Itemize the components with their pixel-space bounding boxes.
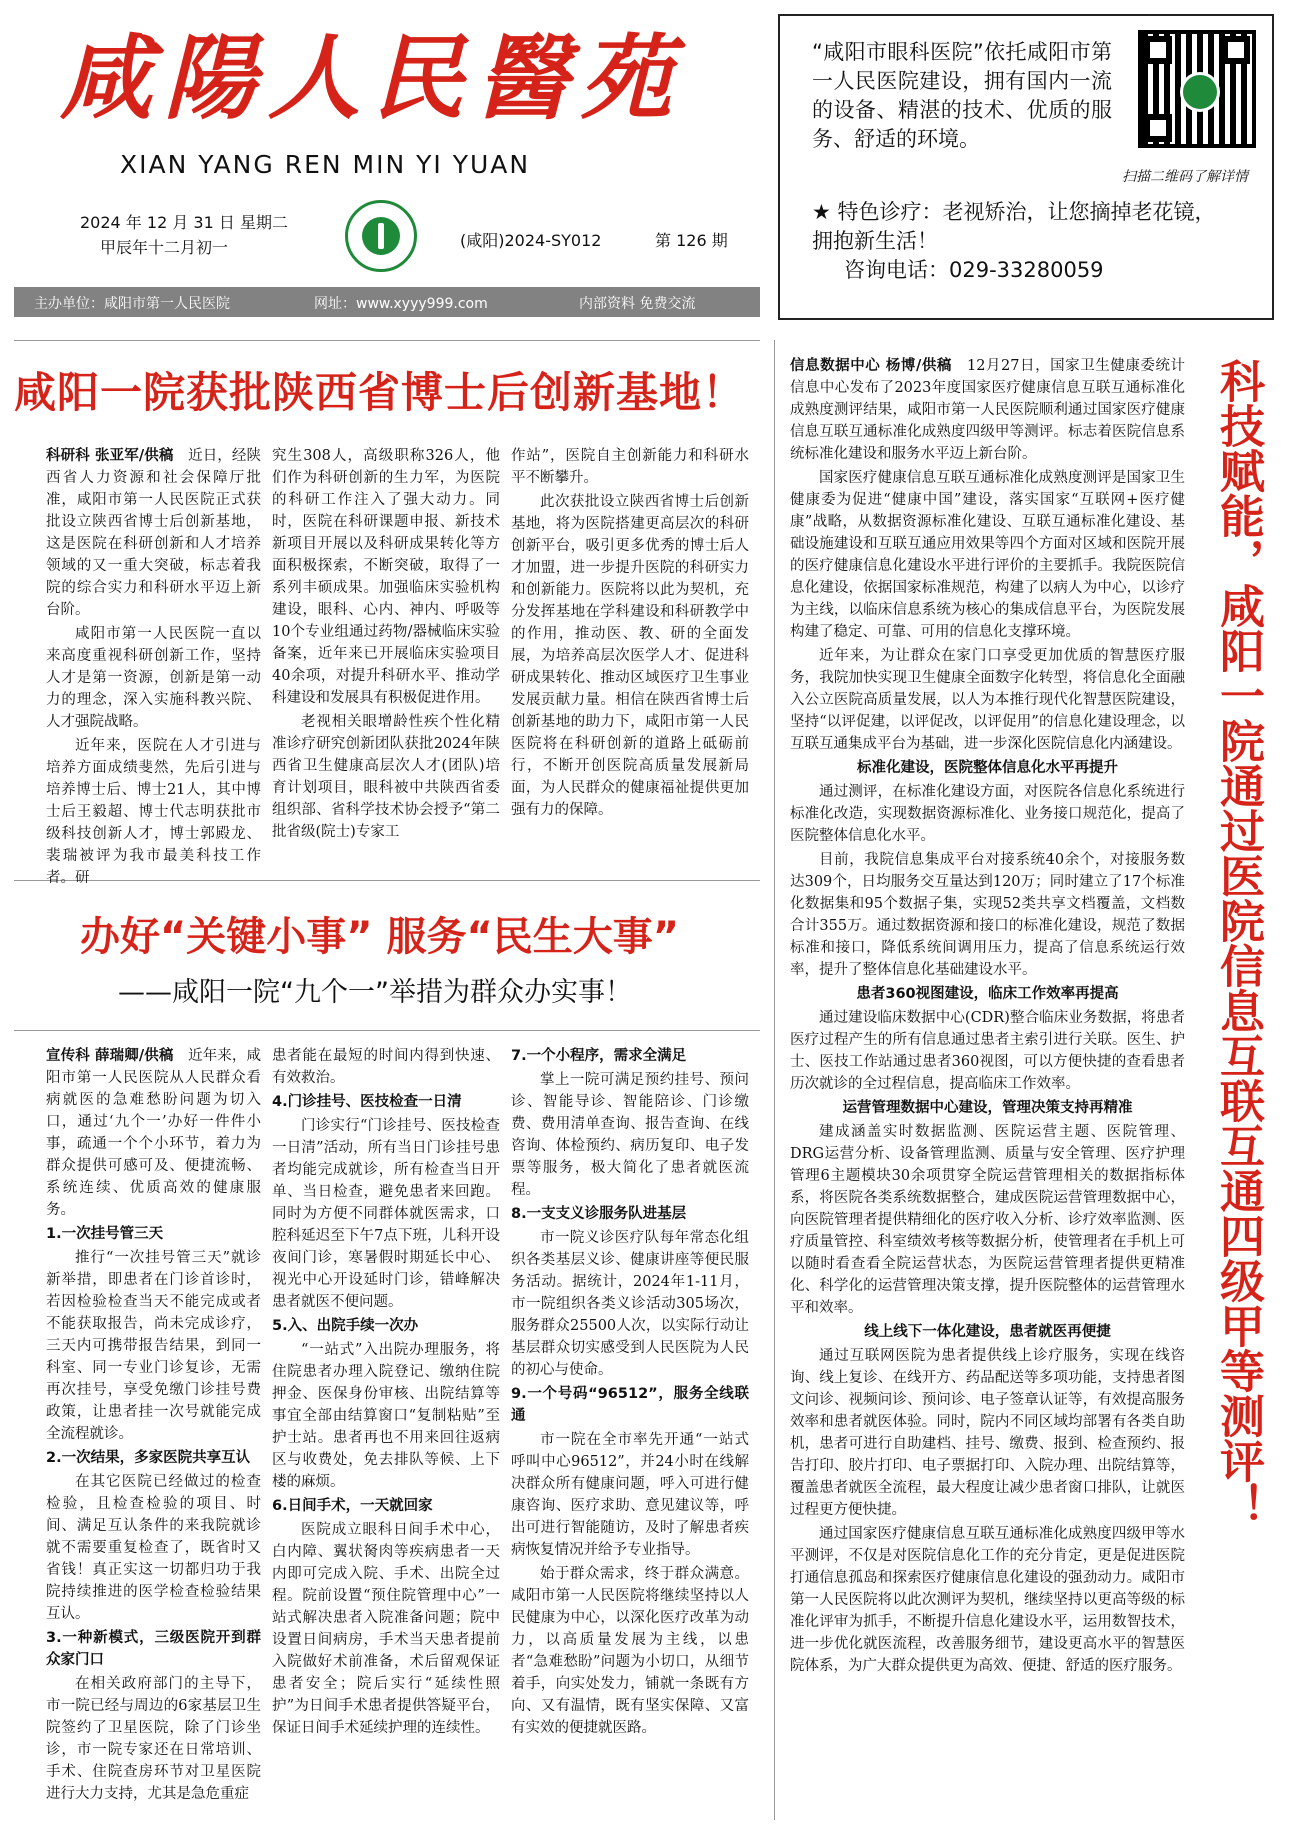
section-text: 在其它医院已经做过的检查检验，且检查检验的项目、时间、满足互认条件的来我院就诊就不需要重复检查了，既省时又省钱！真正实这一切都归功于我院持续推进的医学检查检验结果互认。 (46, 1474, 261, 1622)
info-bar (14, 287, 760, 317)
article1-column-3 (511, 445, 749, 823)
masthead-pinyin: XIAN YANG REN MIN YI YUAN (120, 150, 531, 179)
section-title: 3.一种新模式，三级医院开到群众家门口 (46, 1630, 261, 1668)
article3-paragraph: 建成涵盖实时数据监测、医院运营主题、医院管理、DRG运营分析、设备管理监测、质量与安全管理、医疗护理管理6主题模块30余项贯穿全院运营管理相关的数据指标体系，将医院各类系统数据整合，建成医院运营管理数据中心，向医院管理者提供精细化的医疗收入分析、诊疗效率监测、医疗质量管控、科室绩效考核等数据分析，使管理者在手机上可以随时看查看全院运营状态，为医院运营管理者提供更精准化、科学化的运营管理决策支撑，提升医院整体的运营管理水平和效率。 (790, 1124, 1185, 1316)
sponsor-text: 主办单位：咸阳市第一人民医院 (34, 296, 230, 312)
section-title: 4.门诊挂号、医技检查一日清 (272, 1094, 462, 1110)
qr-caption: 扫描二维码了解详情 (1122, 169, 1248, 185)
closing-paragraph: 始于群众需求，终于群众满意。咸阳市第一人民医院将继续坚持以人民健康为中心，以深化医疗改革为动力，以高质量发展为主线，以患者“急难愁盼”问题为小切口，从细节着手，向实处发力，铺就一条既有方向、又有温情，既有坚实保障、又富有实效的便捷就医路。 (511, 1566, 749, 1736)
ad-phone: 咨询电话：029-33280059 (844, 258, 1104, 282)
section-text: 掌上一院可满足预约挂号、预问诊、智能导诊、智能陪诊、门诊缴费、费用清单查询、报告查询、在线咨询、体检预约、病历复印、电子发票等服务，极大简化了患者就医流程。 (511, 1072, 749, 1198)
lunar-date: 甲辰年十二月初一 (100, 238, 229, 257)
article1-paragraph: 近日，经陕西省人力资源和社会保障厅批准，咸阳市第一人民医院正式获批设立陕西省博士后创新基地，这是医院在科研创新和人才培养领域的又一重大突破，标志着我院的综合实力和科研水平迈上新台阶。 (46, 448, 262, 618)
article2-byline: 宣传科 薛瑞卿/供稿 (46, 1047, 174, 1064)
section-title: 标准化建设，医院整体信息化水平再提升 (857, 760, 1118, 776)
article3-paragraph: 通过建设临床数据中心(CDR)整合临床业务数据，将患者医疗过程产生的所有信息通过患者主索引进行关联。医生、护士、医技工作站通过患者360视图，可以方便快捷的查看患者历次就诊的全过程信息，提高临床工作效率。 (790, 1010, 1185, 1092)
article1-column-1 (46, 445, 261, 891)
article1-paragraph: 近年来，医院在人才引进与培养方面成绩斐然，先后引进与培养博士后、博士21人，其中博士后王毅超、博士代志明获批市级科技创新人才，博士郭殿龙、裴瑞被评为我市最美科技工作者。研 (46, 738, 261, 886)
article3-paragraph: 通过测评，在标准化建设方面，对医院各信息化系统进行标准化改造，实现数据资源标准化、业务接口规范化，提高了医院整体信息化水平。 (790, 784, 1185, 844)
article1-paragraph: 究生308人，高级职称326人，他们作为科研创新的生力军，为医院的科研工作注入了强大动力。同时，医院在科研课题申报、新技术新项目开展以及科研成果转化等方面积极探索，不断突破，取得了一系列丰硕成果。加强临床实验机构建设，眼科、心内、神内、呼吸等10个专业组通过药物/器械临床实验备案，近年来已开展临床实验项目40余项，对提升科研水平、推动学科建设和发展具有积极促进作用。 (272, 448, 500, 706)
ad-feature: ★ 特色诊疗：老视矫治，让您摘掉老花镜，拥抱新生活！ (812, 200, 1216, 253)
article1-paragraph: 此次获批设立陕西省博士后创新基地，将为医院搭建更高层次的科研创新平台，吸引更多优秀的博士后人才加盟，进一步提升医院的科研实力和创新能力。医院将以此为契机，充分发挥基地在学科建设和科研教学中的作用，推动医、教、研的全面发展，为培养高层次医学人才、促进科研成果转化、推动区域医疗卫生事业发展贡献力量。相信在陕西省博士后创新基地的助力下，咸阳市第一人民医院将在科研创新的道路上砥砺前行，不断开创医院高质量发展新局面，为人民群众的健康福祉提供更加强有力的保障。 (511, 494, 749, 818)
section-text: “一站式”入出院办理服务，将住院患者办理入院登记、缴纳住院押金、医保身份审核、出院结算等事宜全部由结算窗口“复制粘贴”至护士站。患者再也不用来回往返病区与收费处，免去排队等候、上下楼的麻烦。 (272, 1342, 500, 1490)
article2-headline: 办好“关键小事” 服务“民生大事” (80, 914, 680, 960)
article1-paragraph: 作站”，医院自主创新能力和科研水平不断攀升。 (511, 448, 749, 486)
website-link[interactable]: 网址：www.xyyy999.com (314, 296, 488, 312)
article3-paragraph: 通过互联网医院为患者提供线上诊疗服务，实现在线咨询、线上复诊、在线开方、药品配送等多项功能，支持患者图文问诊、视频问诊、预问诊、电子签章认证等，有效提高服务效率和患者就医体验。同时，院内不同区域均部署有各类自助机，患者可进行自助建档、挂号、缴费、报到、检查预约、报告打印、胶片打印、电子票据打印、入院办理、出院结算等，覆盖患者就医全流程，最大程度让减少患者窗口排队，让就医过程更方便快捷。 (790, 1348, 1185, 1518)
article3-paragraph: 通过国家医疗健康信息互联互通标准化成熟度四级甲等水平测评，不仅是对医院信息化工作的充分肯定，更是促进医院打通信息孤岛和探索医疗健康信息化建设的强劲动力。咸阳市第一人民医院将以此次测评为契机，继续坚持以更高等级的标准化评审为抓手，不断提升信息化建设水平，运用数智技术，进一步优化就医流程，改善服务细节，建设更高水平的智慧医院体系，为广大群众提供更为高效、便捷、舒适的医疗服务。 (790, 1526, 1185, 1674)
section-title: 1.一次挂号管三天 (46, 1226, 164, 1242)
article2-intro: 近年来，咸阳市第一人民医院从人民群众看病就医的急难愁盼问题为切入口，通过‘九个一’办好一件件小事，疏通一个个小环节，着力为群众提供可感可及、便捷流畅、系统连续、优质高效的健康服务。 (46, 1048, 262, 1218)
column-divider (774, 340, 775, 1820)
section-title: 9.一个号码“96512”，服务全线联通 (511, 1386, 749, 1424)
section-text: 患者能在最短的时间内得到快速、有效救治。 (272, 1048, 500, 1086)
divider (14, 1030, 760, 1031)
section-text: 推行“一次挂号管三天”就诊新举措，即患者在门诊首诊时，若因检验检查当天不能完成或者不能获取报告，尚未完成诊疗，三天内可携带报告结果，到同一科室、同一专业门诊复诊，无需再次挂号，享受免缴门诊挂号费政策，让患者挂一次号就能完成全流程就诊。 (46, 1250, 261, 1442)
section-title: 7.一个小程序，需求全满足 (511, 1048, 687, 1064)
article3-body (790, 355, 1185, 1679)
section-text: 医院成立眼科日间手术中心，白内障、翼状胬肉等疾病患者一天内即可完成入院、手术、出院全过程。院前设置“预住院管理中心”一站式解决患者入院准备问题；院中设置日间病房，手术当天患者提前入院做好术前准备，术后留观保证患者安全；院后实行“延续性照护”为日间手术患者提供答疑平台，保证日间手术延续护理的连续性。 (272, 1522, 500, 1736)
section-text: 在相关政府部门的主导下，市一院已经与周边的6家基层卫生院签约了卫星医院，除了门诊坐诊，市一院专家还在日常培训、手术、住院查房环节对卫星医院进行大力支持，尤其是急危重症 (46, 1676, 261, 1802)
qr-code-icon[interactable] (1138, 30, 1256, 148)
article2-column-1 (46, 1045, 261, 1807)
section-title: 线上线下一体化建设，患者就医再便捷 (864, 1324, 1111, 1340)
article2-column-2 (272, 1045, 500, 1741)
section-text: 市一院义诊医疗队每年常态化组织各类基层义诊、健康讲座等便民服务活动。据统计，2024年1-11月，市一院组织各类义诊活动305场次，服务群众25500人次，以实际行动让基层群众切实感受到人民医院为人民的初心与使命。 (511, 1230, 749, 1378)
section-title: 运营管理数据中心建设，管理决策支持再精准 (842, 1100, 1133, 1116)
internal-note: 内部资料 免费交流 (579, 296, 696, 312)
article3-vertical-headline: 科技赋能，咸阳一院通过医院信息互联互通四级甲等测评！ (1212, 358, 1265, 1528)
section-title: 患者360视图建设，临床工作效率再提高 (856, 986, 1119, 1002)
masthead-title: 咸陽人民醫苑 (60, 24, 685, 132)
section-text: 市一院在全市率先开通“一站式呼叫中心96512”，并24小时在线解决群众所有健康问题，呼入可进行健康咨询、医疗求助、意见建议等，呼出可进行智能随访，及时了解患者疾病恢复情况并给予专业指导。 (511, 1432, 749, 1558)
ad-text: “咸阳市眼科医院”依托咸阳市第一人民医院建设，拥有国内一流的设备、精湛的技术、优质的服务、舒适的环境。 (812, 40, 1112, 151)
section-title: 2.一次结果，多家医院共享互认 (46, 1450, 251, 1466)
divider (14, 340, 760, 341)
article2-column-3 (511, 1045, 749, 1741)
ad-feature-block (812, 198, 1232, 285)
article3-paragraph: 国家医疗健康信息互联互通标准化成熟度测评是国家卫生健康委为促进“健康中国”建设，落实国家“互联网+医疗健康”战略，从数据资源标准化建设、互联互通标准化建设、基础设施建设和互联互通应用效果等四个方面对区域和医院开展的医疗健康信息化建设水平进行评价的主要抓手。我院医院信息化建设，依据国家标准规范，构建了以病人为中心，以诊疗为主线，以临床信息系统为核心的集成信息平台，为医院发展构建了稳定、可靠、可用的信息化支撑环境。 (790, 470, 1185, 640)
eye-hospital-ad (778, 14, 1274, 320)
article3-paragraph: 12月27日，国家卫生健康委统计信息中心发布了2023年度国家医疗健康信息互联互通标准化成熟度测评结果，咸阳市第一人民医院顺利通过国家医疗健康信息互联互通标准化成熟度四级甲等测评。标志着医院信息系统标准化建设和服务水平迈上新台阶。 (790, 358, 1186, 462)
article1-headline: 咸阳一院获批陕西省博士后创新基地！ (14, 368, 746, 417)
issue-number: 第 126 期 (655, 231, 728, 250)
article1-paragraph: 咸阳市第一人民医院一直以来高度重视科研创新工作，坚持人才是第一资源，创新是第一动力的理念，深入实施科教兴院、人才强院战略。 (46, 626, 261, 730)
article2-subheadline: ——咸阳一院“九个一”举措为群众办实事！ (118, 977, 632, 1008)
section-title: 8.一支支义诊服务队进基层 (511, 1206, 687, 1222)
article1-column-2 (272, 445, 500, 845)
article3-paragraph: 目前，我院信息集成平台对接系统40余个，对接服务数达309个，日均服务交互量达到120万；同时建立了17个标准化数据集和95个数据子集，实现52类共享文档覆盖，文档数合计355万。通过数据资源和接口的标准化建设，规范了数据标准和接口，降低系统间调用压力，提高了信息系统运行效率，提升了整体信息化基础建设水平。 (790, 852, 1185, 978)
article1-paragraph: 老视相关眼增龄性疾个性化精准诊疗研究创新团队获批2024年陕西省卫生健康高层次人才(团队)培育计划项目，眼科被中共陕西省委组织部、省科学技术协会授予“第二批省级(院士)专家工 (272, 714, 500, 840)
section-title: 6.日间手术，一天就回家 (272, 1498, 433, 1514)
article3-byline: 信息数据中心 杨博/供稿 (790, 357, 952, 374)
hospital-logo (345, 200, 417, 272)
section-text: 门诊实行“门诊挂号、医技检查一日清”活动，所有当日门诊挂号患者均能完成就诊，所有检查当日开单、当日检查，避免患者来回跑。同时为方便不同群体就医需求，口腔科延迟至下午7点下班，儿科开设夜间门诊，寒暑假时期延长中心、视光中心开设延时门诊，错峰解决患者就医不便问题。 (272, 1118, 500, 1310)
section-title: 5.入、出院手续一次办 (272, 1318, 419, 1334)
issue-date: 2024 年 12 月 31 日 星期二 (80, 213, 288, 232)
article1-byline: 科研科 张亚军/供稿 (46, 447, 174, 464)
article3-paragraph: 近年来，为让群众在家门口享受更加优质的智慧医疗服务，我院加快实现卫生健康全面数字化转型，将信息化全面融入公立医院高质量发展，以人为本推行现代化智慧医院建设，坚持“以评促建，以评促改，以评促用”的信息化建设理念，以互联互通集成平台为基础，进一步深化医院信息化内涵建设。 (790, 648, 1185, 752)
serial-number: (咸阳)2024-SY012 (460, 231, 602, 250)
